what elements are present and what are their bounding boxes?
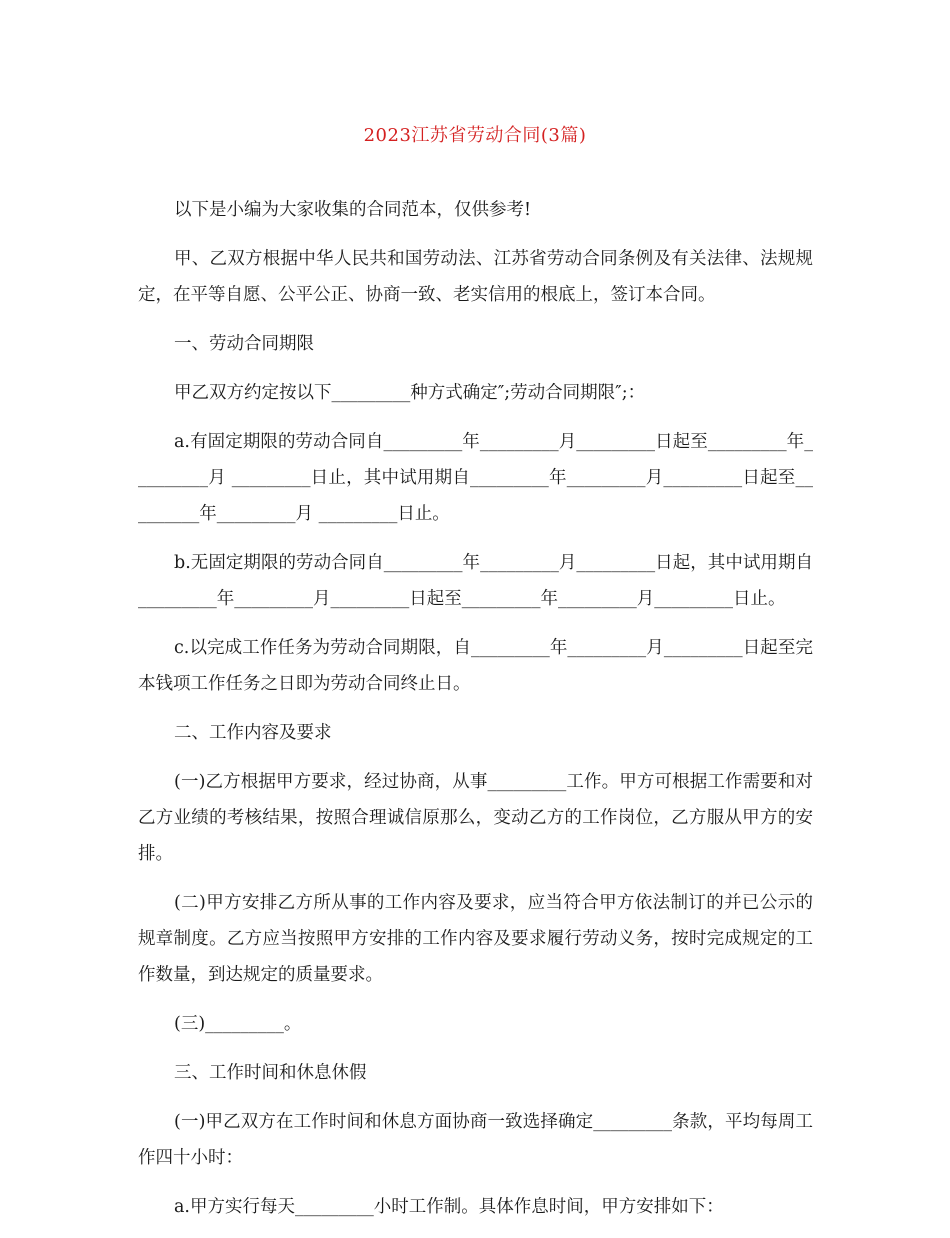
work-content-clause-2: (二)甲方安排乙方所从事的工作内容及要求，应当符合甲方依法制订的并已公示的规章制度。乙方应当按照甲方安排的工作内容及要求履行劳动义务，按时完成规定的工作数量，到达规定的质量要求。 <box>138 893 813 985</box>
work-hours-clause-1: (一)甲乙双方在工作时间和休息方面协商一致选择确定_________条款，平均每周工作四十小时： <box>138 1112 813 1168</box>
work-content-clause-3: (三)_________。 <box>174 1014 302 1034</box>
task-term-clause: c.以完成工作任务为劳动合同期限，自_________年_________月_________日起至完本钱项工作任务之日即为劳动合同终止日。 <box>138 638 813 694</box>
section-heading-work-hours: 三、工作时间和休息休假 <box>174 1063 367 1083</box>
contract-term-method-paragraph: 甲乙双方约定按以下_________种方式确定″;劳动合同期限″;： <box>174 383 646 403</box>
open-term-clause: b.无固定期限的劳动合同自_________年_________月_________日起，其中试用期自_________年_________月_________日起至_________年_________月_________日止。 <box>138 553 813 609</box>
preamble-paragraph: 甲、乙双方根据中华人民共和国劳动法、江苏省劳动合同条例及有关法律、法规规定，在平等自愿、公平公正、协商一致、老实信用的根底上，签订本合同。 <box>138 249 813 305</box>
document-body <box>138 192 813 1238</box>
work-content-clause-1: (一)乙方根据甲方要求，经过协商，从事_________工作。甲方可根据工作需要和对乙方业绩的考核结果，按照合理诚信原那么，变动乙方的工作岗位，乙方服从甲方的安排。 <box>138 772 813 864</box>
intro-paragraph: 以下是小编为大家收集的合同范本，仅供参考! <box>174 200 532 220</box>
document-title: 2023江苏省劳动合同(3篇) <box>363 125 587 146</box>
section-heading-work-content: 二、工作内容及要求 <box>174 723 332 743</box>
work-hours-option-a: a.甲方实行每天_________小时工作制。具体作息时间，甲方安排如下： <box>174 1197 724 1217</box>
section-heading-contract-term: 一、劳动合同期限 <box>174 334 314 354</box>
fixed-term-clause: a.有固定期限的劳动合同自_________年_________月_________日起至_________年_________月 _________日止，其中试用期自_________年_________月_________日起至_________年_________月 _________日止。 <box>138 432 813 524</box>
